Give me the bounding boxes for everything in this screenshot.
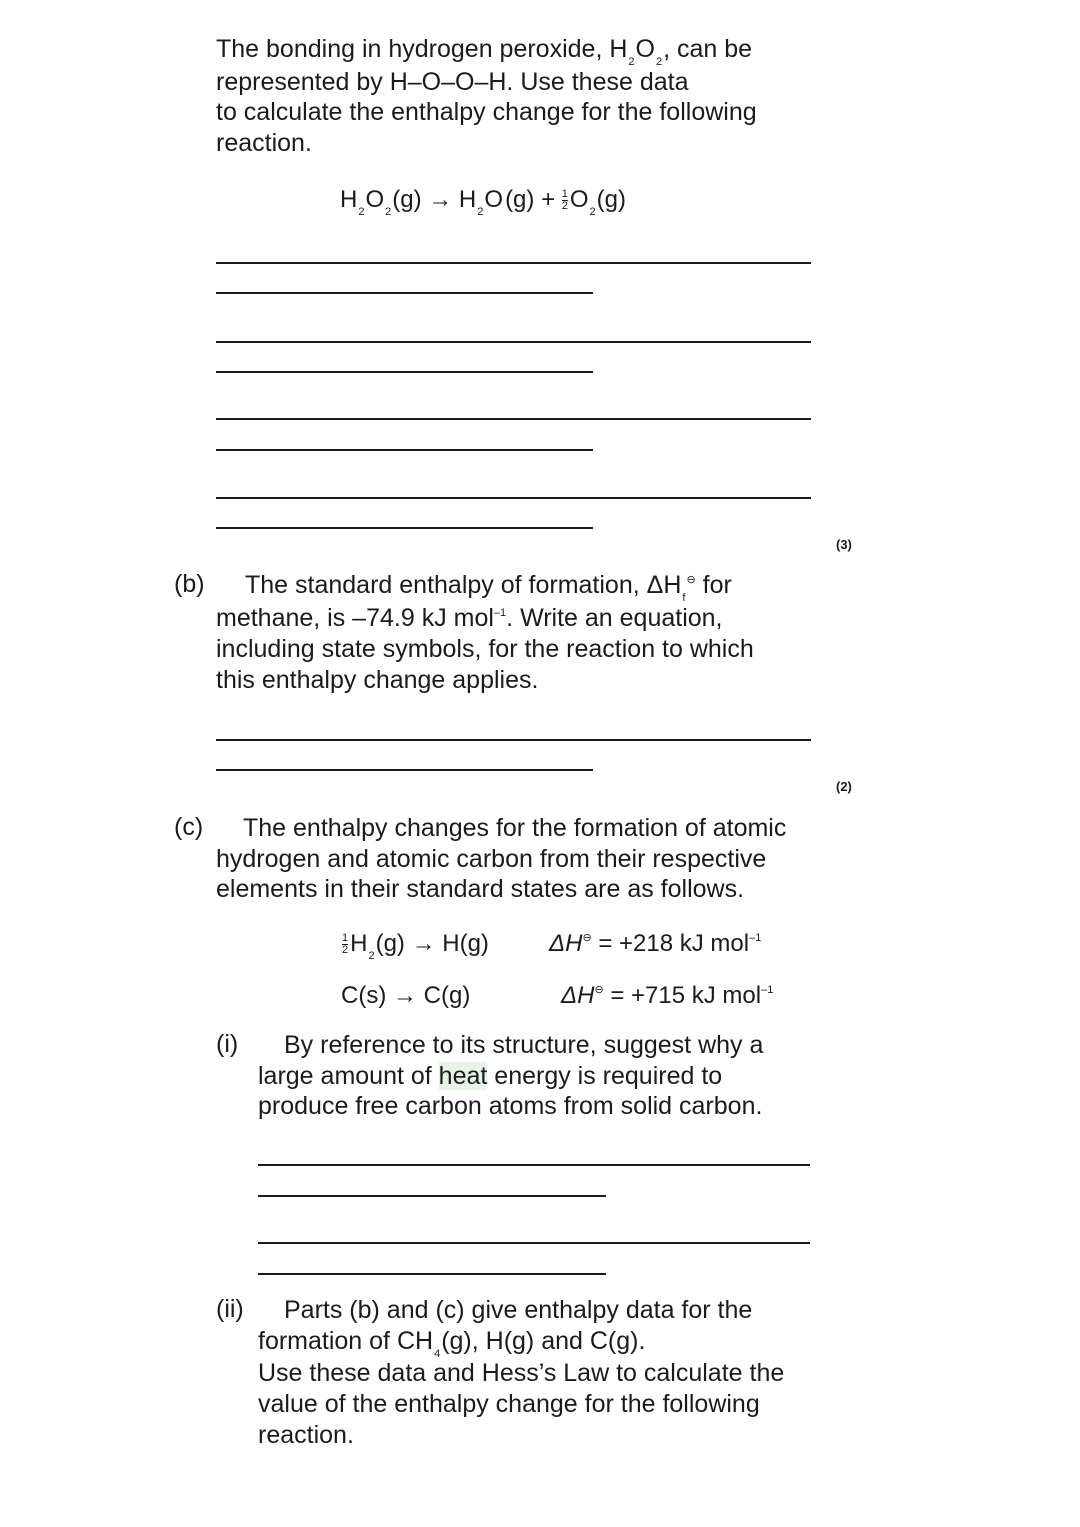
part-c-ii-line-1: Parts (b) and (c) give enthalpy data for the <box>284 1296 753 1324</box>
reaction-equation-h2o2: $H_2O_2(g) \to H_2O(g)$ + $\frac{1}{2}$ $O_2(g)$ <box>340 186 627 218</box>
answer-line[interactable] <box>216 769 593 771</box>
answer-line[interactable] <box>216 527 593 529</box>
answer-line[interactable] <box>258 1195 606 1197</box>
part-c-i-line-1: By reference to its structure, suggest why a <box>284 1031 764 1059</box>
answer-line[interactable] <box>216 341 811 343</box>
part-c-ii-label: (ii) <box>216 1295 244 1323</box>
enthalpy-value-hydrogen: ΔH⊖ = +218 kJ mol$^{-1}$ <box>549 930 762 957</box>
part-c-line-2: hydrogen and atomic carbon from their respective <box>216 845 767 873</box>
part-c-ii-line-2: formation of $CH_4(g)$, H(g) and C(g). <box>258 1327 646 1360</box>
half-fraction: $\frac{1}{2}$ <box>342 932 349 957</box>
part-b-line-3: including state symbols, for the reaction to which <box>216 635 754 663</box>
answer-line[interactable] <box>258 1273 606 1275</box>
part-c-i-line-3: produce free carbon atoms from solid carbon. <box>258 1092 763 1120</box>
answer-line[interactable] <box>216 262 811 264</box>
part-c-ii-line-4: value of the enthalpy change for the following <box>258 1390 760 1418</box>
answer-line[interactable] <box>216 292 593 294</box>
highlighted-word: heat <box>438 1062 488 1090</box>
equation-atomic-hydrogen: $\frac{1}{2}$ $H_2(g) \to H(g)$ <box>342 930 489 962</box>
answer-line[interactable] <box>216 371 593 373</box>
answer-line[interactable] <box>216 449 593 451</box>
part-b-label: (b) <box>174 570 205 598</box>
part-b-line-1: The standard enthalpy of formation, $\Delta H_f^⊖$ for <box>245 571 732 604</box>
part-a-line-4: reaction. <box>216 129 312 157</box>
part-c-i-line-2: large amount of heat energy is required to <box>258 1062 723 1090</box>
part-a-line-1: The bonding in hydrogen peroxide, $H_2O_2$, can be <box>216 35 753 68</box>
enthalpy-value-carbon: ΔH⊖ = +715 kJ mol$^{-1}$ <box>561 982 774 1009</box>
part-c-line-1: The enthalpy changes for the formation of atomic <box>243 814 787 842</box>
equation-atomic-carbon: C(s) → C(g) <box>341 982 471 1009</box>
answer-line[interactable] <box>216 739 811 741</box>
marks-part-a: (3) <box>836 537 852 552</box>
part-c-ii-line-5: reaction. <box>258 1421 354 1449</box>
part-c-label: (c) <box>174 813 204 841</box>
part-b-line-2: methane, is –74.9 kJ mol$^{-1}$. Write an equation, <box>216 604 723 632</box>
part-b-line-4: this enthalpy change applies. <box>216 666 539 694</box>
part-c-line-3: elements in their standard states are as follows. <box>216 875 745 903</box>
part-a-line-3: to calculate the enthalpy change for the following <box>216 98 757 126</box>
part-a-line-2: represented by H–O–O–H. Use these data <box>216 68 689 96</box>
half-fraction: $\frac{1}{2}$ <box>561 188 568 213</box>
marks-part-b: (2) <box>836 779 852 794</box>
answer-line[interactable] <box>216 418 811 420</box>
part-c-i-label: (i) <box>216 1030 239 1058</box>
answer-line[interactable] <box>258 1242 810 1244</box>
answer-line[interactable] <box>258 1164 810 1166</box>
part-c-ii-line-3: Use these data and Hess’s Law to calculate the <box>258 1359 785 1387</box>
answer-line[interactable] <box>216 497 811 499</box>
